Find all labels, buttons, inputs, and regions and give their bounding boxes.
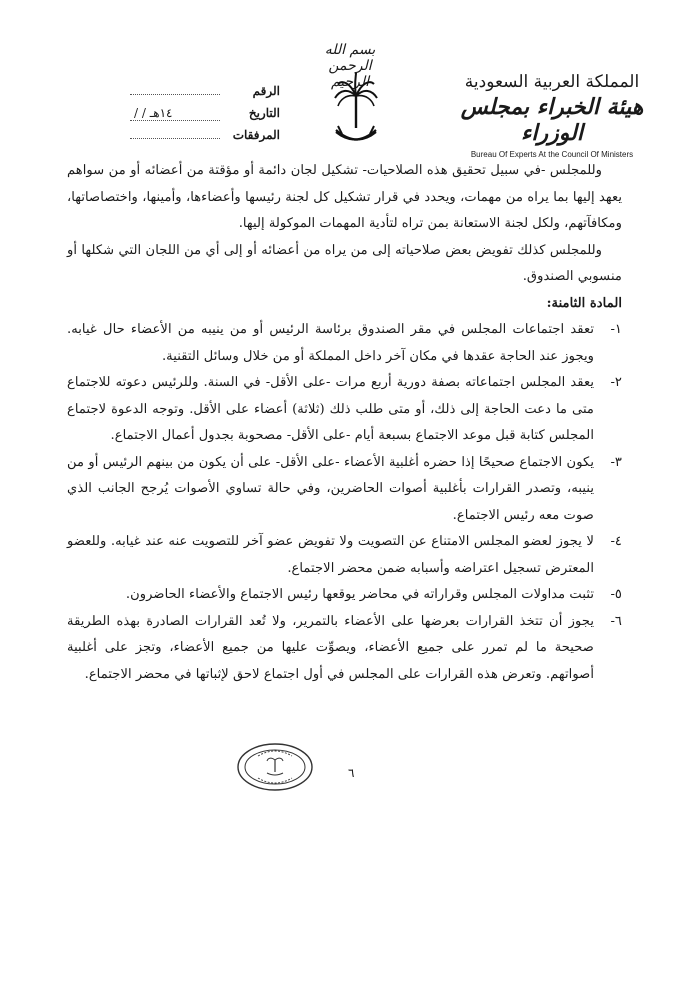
reference-number-row: [130, 84, 280, 106]
reference-date-label: التاريخ: [248, 106, 280, 120]
list-item: [67, 317, 622, 370]
item-number: ٦-: [610, 613, 622, 629]
item-number: ٤-: [610, 534, 622, 549]
item-number: ٢-: [610, 375, 622, 390]
authority-name: هيئة الخبراء بمجلس الوزراء: [460, 94, 644, 146]
item-text: تثبت مداولات المجلس وقراراته في محاضر يوقعها رئيس الاجتماع والأعضاء الحاضرون.: [125, 587, 594, 602]
reference-attachments-value: [130, 138, 220, 139]
item-number: ٣-: [610, 454, 622, 470]
item-number: ١-: [610, 322, 622, 337]
kingdom-name: المملكة العربية السعودية: [464, 72, 640, 92]
item-text: يعقد المجلس اجتماعاته بصفة دورية أربع مرات -على الأقل- في السنة. وللرئيس دعوته للاجتماع متى ما دعت الحاجة إلى ذلك، أو متى طلب ذلك (ثلاثة) أعضاء على الأقل. وتوجه الدعوة لاجتماع المجلس كتابة قبل موعد الاجتماع بسبعة أيام -على الأقل- مصحوبة بجدول أعمال الاجتماع.: [67, 375, 594, 443]
paragraph-committees: وللمجلس -في سبيل تحقيق هذه الصلاحيات- تشكيل لجان دائمة أو مؤقتة من أعضائه أو من سواهم يعهد إليها بما يراه من مهمات، ويحدد في قرار تشكيل كل لجنة رئيسها وأعضاءها، وأمينها، واختصاصاتها، ومكافآتهم، ولكل لجنة الاستعانة بمن تراه لتأدية المهمات الموكولة إليها.: [67, 163, 622, 231]
bismillah-calligraphy: بسم الله الرحمن الرحيم: [324, 42, 376, 90]
list-item: [67, 370, 622, 450]
article-items-list: [67, 317, 622, 688]
document-body: [67, 158, 622, 688]
item-text: تعقد اجتماعات المجلس في مقر الصندوق برئاسة الرئيس أو من ينيبه من الأعضاء حال غيابه. ويجوز عند الحاجة عقدها في مكان آخر داخل المملكة أو من خلال وسائل التقنية.: [67, 322, 594, 364]
list-item: [67, 529, 622, 582]
item-text: لا يجوز لعضو المجلس الامتناع عن التصويت ولا تفويض عضو آخر للتصويت عنه عند غيابه. وللعضو المعترض تسجيل اعتراضه وأسبابه ضمن محضر الاجتماع.: [67, 534, 594, 576]
authority-english-name: Bureau Of Experts At the Council Of Ministers: [470, 150, 634, 159]
saudi-emblem-icon: [332, 70, 380, 150]
list-item: [67, 609, 622, 689]
list-item: [67, 582, 622, 609]
reference-block: [130, 84, 280, 150]
reference-number-value: [130, 94, 220, 95]
item-text: يجوز أن تتخذ القرارات بعرضها على الأعضاء بالتمرير، ولا تُعد القرارات الصادرة بهذه الطريقة صحيحة ما لم تمرر على جميع الأعضاء، ويصوِّت عليها من جميع الأعضاء، وتجز على أغلبية أصواتهم. وتعرض هذه القرارات على المجلس في أول اجتماع لاحق لإثباتها في محضر الاجتماع.: [67, 613, 594, 682]
letterhead-organization: [452, 72, 652, 159]
reference-date-row: [130, 106, 280, 128]
reference-attachments-row: [130, 128, 280, 150]
reference-date-value: / / ١٤هـ: [130, 106, 220, 121]
article-title: المادة الثامنة:: [546, 295, 622, 311]
item-text: يكون الاجتماع صحيحًا إذا حضره أغلبية الأعضاء -على الأقل- على أن يكون من بينهم الرئيس أو من ينيبه، وتصدر القرارات بأغلبية أصوات الحاضرين، وفي حالة تساوي الأصوات يُرجح الجانب الذي صوت معه رئيس الاجتماع.: [67, 454, 594, 523]
official-seal-stamp-icon: [236, 742, 314, 792]
reference-attachments-label: المرفقات: [232, 128, 280, 142]
item-number: ٥-: [610, 587, 622, 602]
paragraph-delegation: وللمجلس كذلك تفويض بعض صلاحياته إلى من يراه من أعضائه أو إلى أي من اللجان التي شكلها أو منسوبي الصندوق.: [67, 242, 622, 284]
list-item: [67, 450, 622, 530]
page-number: ٦: [348, 766, 355, 780]
reference-number-label: الرقم: [252, 84, 280, 98]
